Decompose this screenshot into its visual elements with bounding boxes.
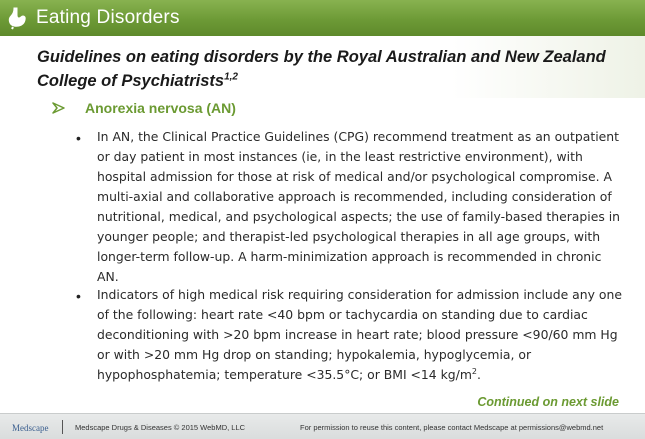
- slide-title-refs: 1,2: [224, 71, 238, 83]
- bullet-text-2: [97, 285, 627, 385]
- slide-title-text: Guidelines on eating disorders by the Royal Australian and New Zealand College of Psychiatrists: [37, 48, 606, 90]
- bullet-text-2-end: .: [477, 367, 481, 382]
- header-bar: [0, 0, 645, 36]
- footer-permission: For permission to reuse this content, please contact Medscape at permissions@webmd.net: [300, 423, 604, 432]
- bullet-marker: •: [76, 130, 81, 146]
- slide-title: [37, 45, 627, 93]
- bullet-text-1: In AN, the Clinical Practice Guidelines (CPG) recommend treatment as an outpatient or day patient in most instances (ie, in the least restrictive environment), with hospital admission for those at risk of medical and/or psychological compromise. A multi-axial and collaborative approach is recommended, including consideration of nutritional, medical, and psychological aspects; the use of family-based therapies in younger people; and therapist-led psychological therapies in all age groups, with longer-term follow-up. A harm-minimization approach is recommended in chronic AN.: [97, 129, 621, 284]
- bullet-marker: •: [76, 288, 81, 304]
- footer-bar: [0, 413, 645, 439]
- section-heading: Anorexia nervosa (AN): [85, 100, 236, 116]
- continued-label: Continued on next slide: [477, 395, 619, 409]
- header-title: Eating Disorders: [36, 7, 180, 28]
- stomach-icon: [5, 6, 29, 30]
- bullet-text-2-sup: 2: [471, 366, 478, 376]
- arrow-right-icon: [52, 101, 66, 115]
- footer-divider: [62, 420, 63, 434]
- medscape-logo: Medscape: [12, 423, 49, 433]
- footer-copyright: Medscape Drugs & Diseases © 2015 WebMD, LLC: [75, 423, 246, 432]
- bullet-text-2-main: Indicators of high medical risk requiring consideration for admission include any one of the following: heart rate <40 bpm or tachycardia on standing due to cardiac deconditioning with >20 bpm increase in heart rate; blood pressure <90/60 mm Hg or with >20 mm Hg drop on standing; hypokalemia, hypoglycemia, or hypophosphatemia; temperature <35.5°C; or BMI <14 kg/m: [97, 287, 622, 382]
